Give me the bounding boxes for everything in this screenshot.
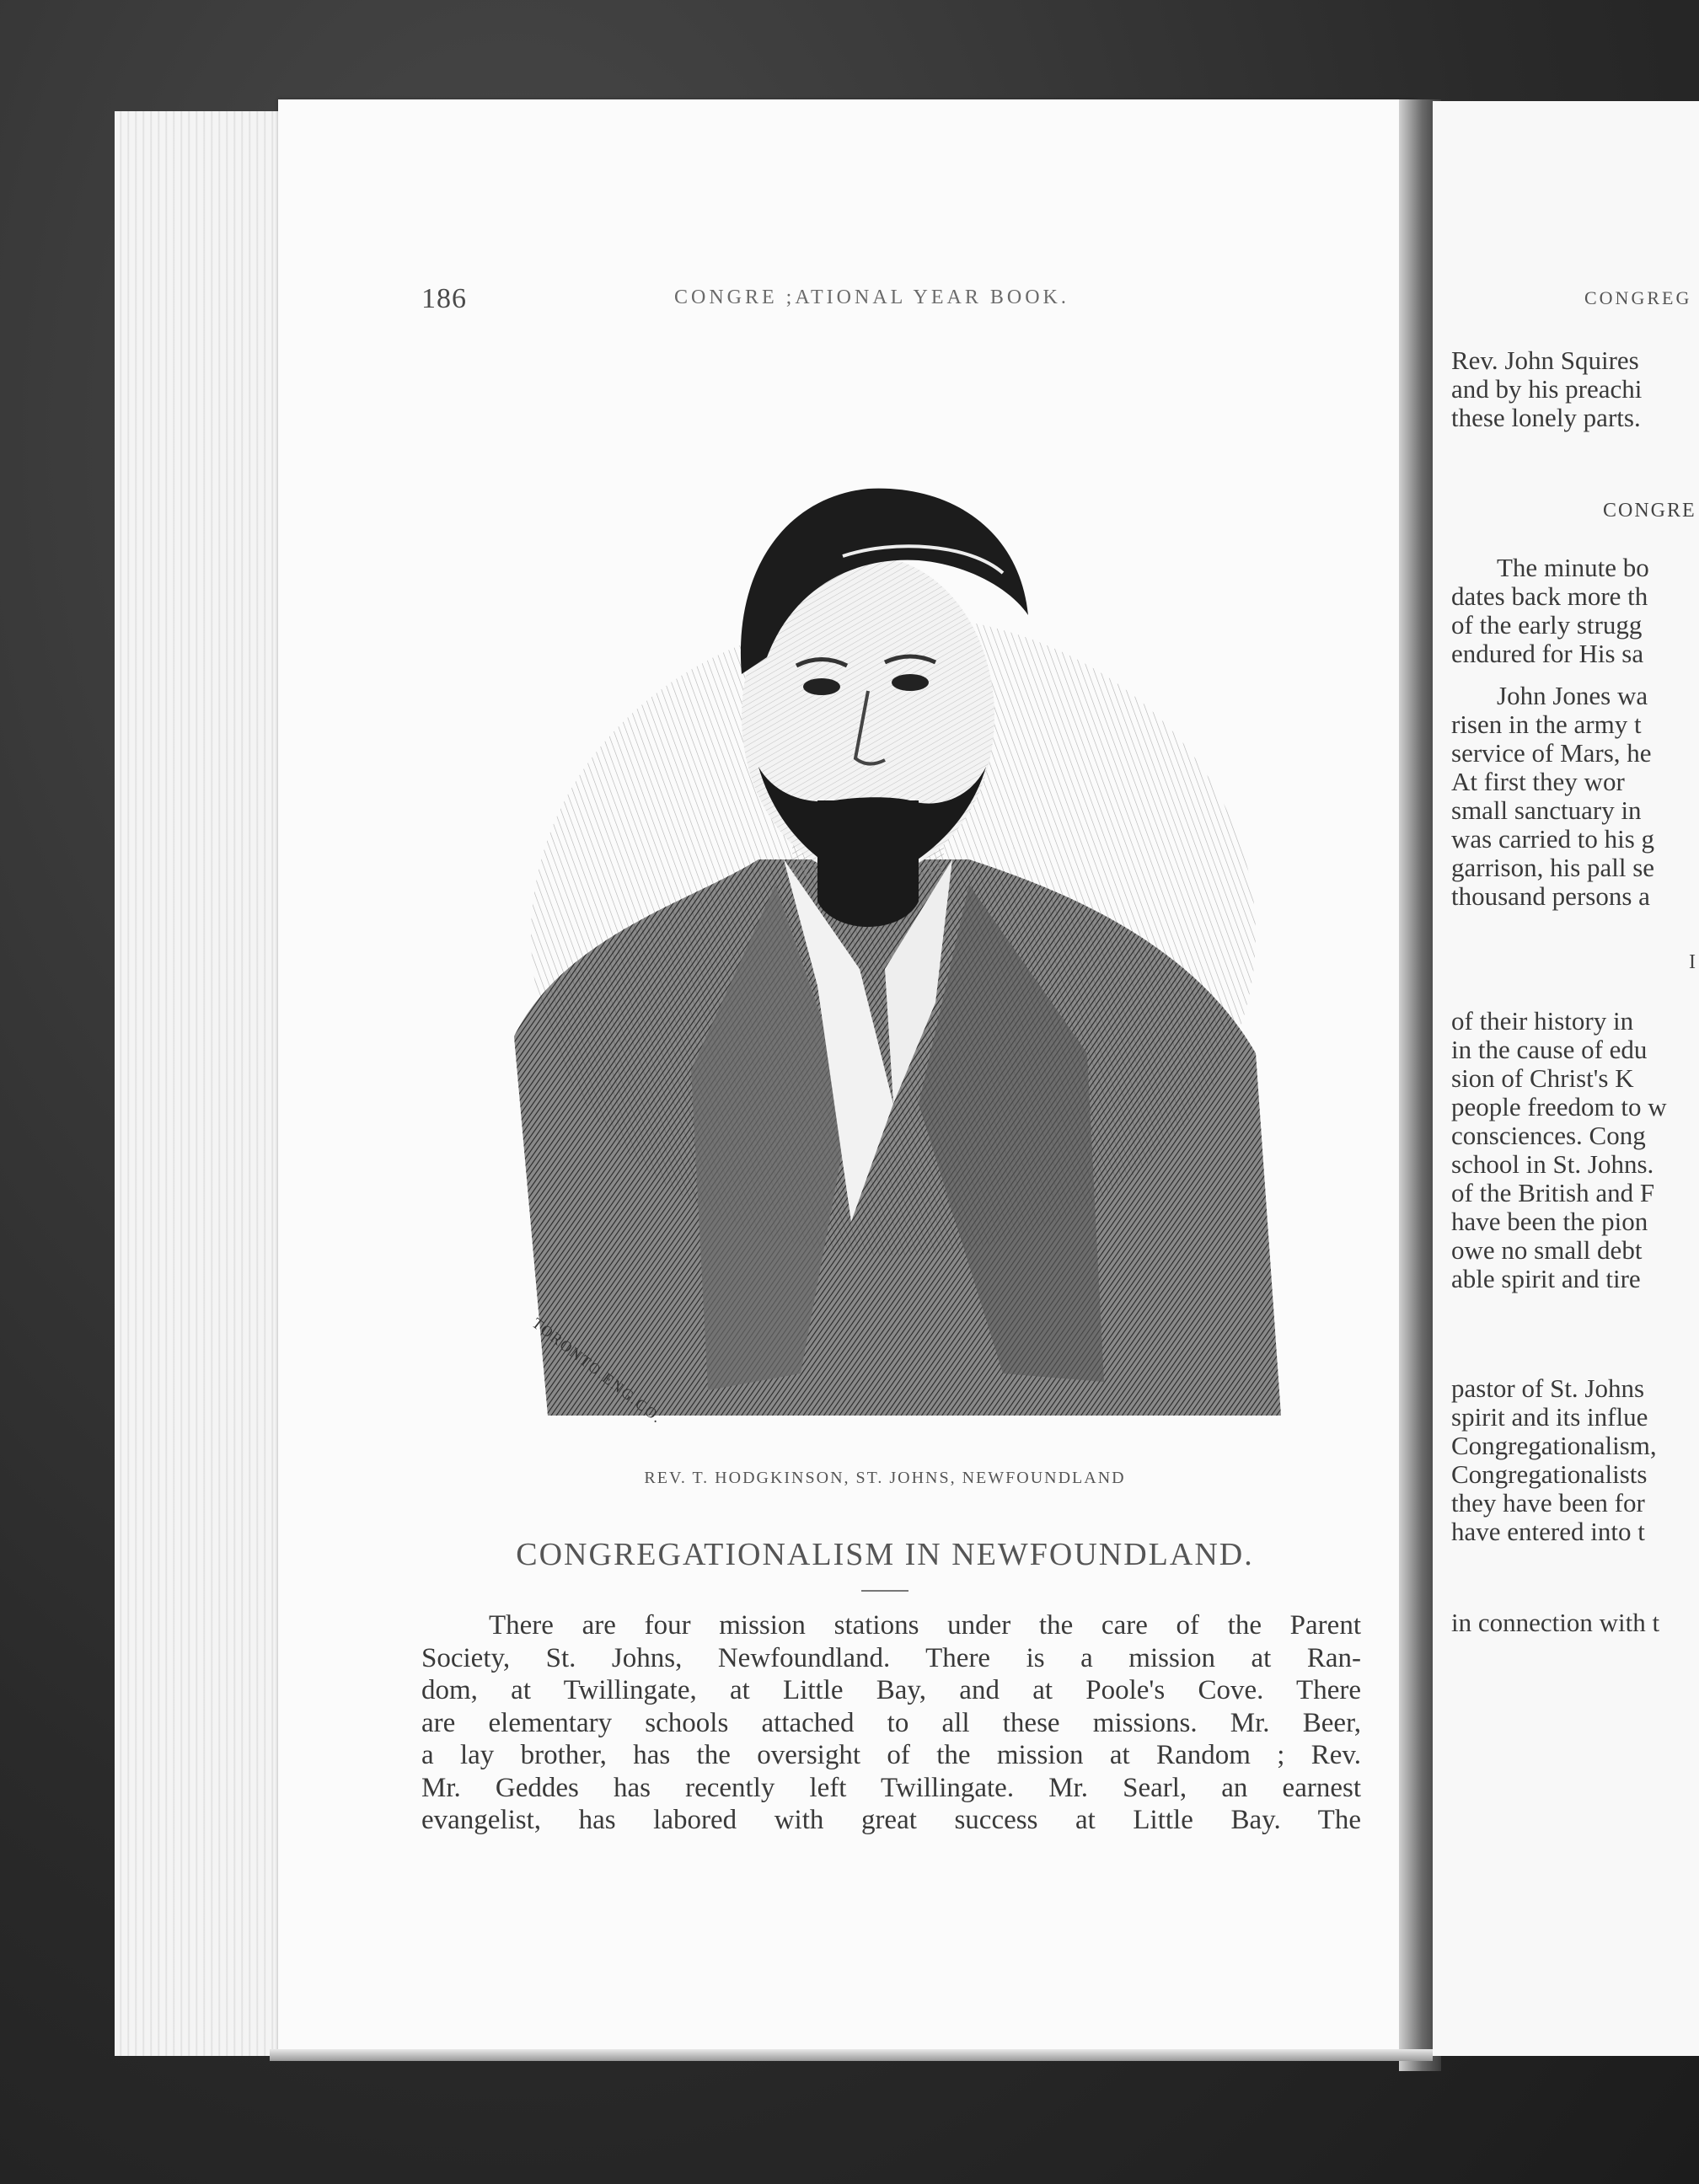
right-text-line: thousand persons a [1451,881,1650,911]
right-text-line: in the cause of edu [1451,1035,1648,1064]
right-text-line: and by his preachi [1451,374,1643,404]
right-text-line: these lonely parts. [1451,403,1641,432]
right-text-line: spirit and its influe [1451,1402,1648,1432]
right-text-line: John Jones wa [1497,681,1648,710]
right-text-line: able spirit and tire [1451,1264,1641,1293]
right-text-line: endured for His sa [1451,639,1644,668]
body-line: evangelist, has labored with great success at Little Bay. The [421,1805,1361,1835]
body-line: There are four mission stations under the care of the Parent [489,1610,1361,1641]
right-text-line: pastor of St. Johns [1451,1373,1645,1403]
right-text-line: garrison, his pall se [1451,853,1655,882]
right-text-line: of the British and F [1451,1178,1655,1207]
right-text-line: school in St. Johns. [1451,1149,1654,1179]
right-text-line: Rev. John Squires [1451,345,1639,375]
body-line: Society, St. Johns, Newfoundland. There is a mission at Ran- [421,1642,1361,1673]
page-bottom-edge [270,2049,1433,2061]
right-text-line: risen in the army t [1451,709,1642,739]
portrait-caption: REV. T. HODGKINSON, ST. JOHNS, NEWFOUNDLAND [644,1469,1126,1487]
body-line: are elementary schools attached to all these missions. Mr. Beer, [421,1707,1361,1738]
book-fore-edge [115,111,283,2056]
right-text-line: of the early strugg [1451,610,1643,640]
right-text-line: people freedom to w [1451,1092,1667,1121]
right-text-line: Congregationalism, [1451,1431,1657,1460]
right-text-line: have been the pion [1451,1207,1648,1236]
portrait-engraving [497,463,1281,1416]
right-text-line: was carried to his g [1451,824,1655,854]
right-text-line: At first they wor [1451,767,1625,796]
title-rule [861,1590,908,1592]
right-text-line: Congregationalists [1451,1459,1648,1489]
body-line: Mr. Geddes has recently left Twillingate. Mr. Searl, an earnest [421,1772,1361,1803]
right-running-head: CONGREG [1584,287,1692,308]
right-text-line: dates back more th [1451,581,1648,611]
body-line: a lay brother, has the oversight of the mission at Random ; Rev. [421,1740,1361,1770]
page-number: 186 [421,283,467,314]
right-text-line: of their history in [1451,1006,1634,1036]
right-text-line: sion of Christ's K [1451,1063,1634,1093]
running-head: CONGRE ;ATIONAL YEAR BOOK. [674,286,1069,308]
right-text-line: consciences. Cong [1451,1121,1646,1150]
right-subheading: CONGRE [1603,500,1696,522]
right-subheading: I [1689,951,1697,973]
right-text-line: have entered into t [1451,1517,1645,1546]
right-text-line: The minute bo [1497,553,1649,582]
right-text-line: owe no small debt [1451,1235,1643,1265]
right-text-line: in connection with t [1451,1608,1660,1637]
right-text-line: service of Mars, he [1451,738,1652,768]
right-text-line: they have been for [1451,1488,1645,1518]
right-text-line: small sanctuary in [1451,795,1642,825]
article-body [421,1609,1361,1837]
engraver-mark: TORONTO.ENG.CO. [528,1314,667,1427]
body-line: dom, at Twillingate, at Little Bay, and at Poole's Cove. There [421,1675,1361,1705]
article-title: CONGREGATIONALISM IN NEWFOUNDLAND. [516,1537,1254,1572]
